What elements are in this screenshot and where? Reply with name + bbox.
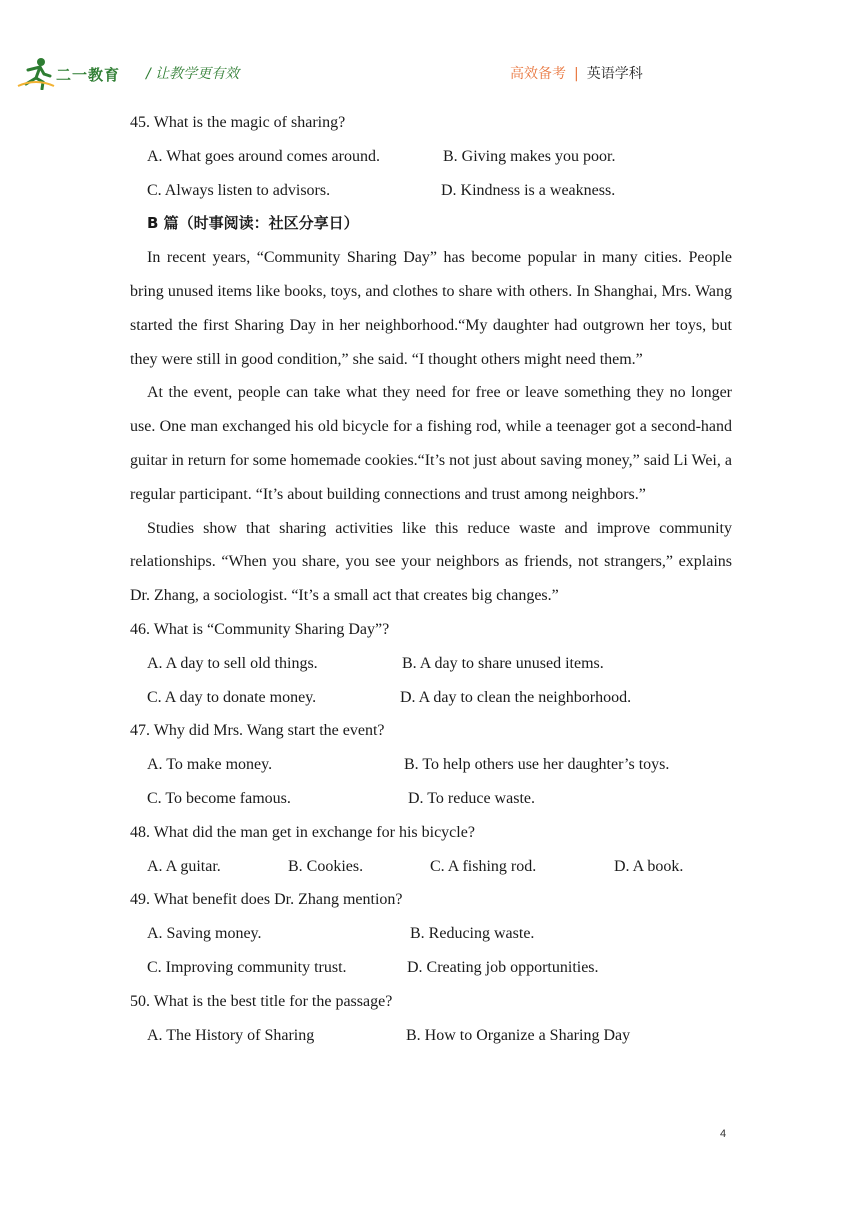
header-separator: | — [574, 66, 579, 82]
header-label: 高效备考 — [510, 66, 566, 82]
option-row — [130, 140, 732, 174]
option-a: A. A day to sell old things. — [147, 654, 318, 672]
option-row — [130, 850, 732, 884]
option-a: A. To make money. — [147, 756, 273, 774]
option-d: D. A book. — [614, 857, 684, 875]
option-c: C. To become famous. — [147, 789, 291, 807]
question-45: 45. What is the magic of sharing? — [130, 114, 346, 131]
option-b: B. How to Organize a Sharing Day — [406, 1026, 631, 1044]
option-row — [130, 174, 732, 208]
document-body — [130, 106, 732, 1052]
header-subject: 英语学科 — [586, 66, 643, 82]
page-number: 4 — [720, 1128, 727, 1140]
option-d: D. A day to clean the neighborhood. — [400, 688, 632, 706]
option-row — [130, 782, 732, 816]
passage-paragraph: At the event, people can take what they need for free or leave something they no longer use. One man exchanged his old bicycle for a fishing rod, while a teenager got a second-hand guitar in return for some homemade cookies.“It’s not just about saving money,” said Li Wei, a regular participant. “It’s about building connections and trust among neighbors.” — [130, 384, 732, 503]
option-a: A. Saving money. — [147, 925, 262, 943]
runner-logo-icon — [16, 56, 56, 90]
option-row — [130, 647, 732, 681]
option-a: A. The History of Sharing — [147, 1026, 315, 1044]
section-title: B 篇（时事阅读：社区分享日） — [147, 214, 359, 233]
option-c: C. A day to donate money. — [147, 688, 317, 706]
option-d: D. Kindness is a weakness. — [441, 181, 616, 199]
option-row — [130, 917, 732, 951]
option-c: C. Always listen to advisors. — [147, 181, 331, 199]
passage-paragraph: In recent years, “Community Sharing Day” has become popular in many cities. People bring unused items like books, toys, and clothes to share with others. In Shanghai, Mrs. Wang started the first Sharing Day in her neighborhood.“My daughter had outgrown her toys, but they were still in good condition,” she said. “I thought others might need them.” — [130, 249, 732, 368]
option-b: B. Reducing waste. — [410, 925, 535, 943]
option-d: D. To reduce waste. — [408, 789, 535, 807]
option-row — [130, 951, 732, 985]
logo-text: 二一教育 — [56, 66, 121, 84]
option-a: A. What goes around comes around. — [147, 147, 380, 165]
header-right — [510, 63, 643, 83]
question-48: 48. What did the man get in exchange for his bicycle? — [130, 823, 475, 841]
slogan: / 让教学更有效 — [146, 66, 240, 82]
question-50: 50. What is the best title for the passage? — [130, 992, 393, 1010]
page-header — [0, 0, 860, 96]
option-c: C. A fishing rod. — [430, 857, 537, 875]
option-b: B. Giving makes you poor. — [443, 147, 616, 165]
question-46: 46. What is “Community Sharing Day”? — [130, 620, 390, 638]
option-row — [130, 681, 732, 715]
option-b: B. To help others use her daughter’s toys. — [404, 756, 670, 774]
option-row — [130, 748, 732, 782]
option-b: B. Cookies. — [288, 857, 364, 875]
option-b: B. A day to share unused items. — [402, 654, 604, 672]
passage — [130, 241, 732, 613]
question-49: 49. What benefit does Dr. Zhang mention? — [130, 891, 403, 909]
option-d: D. Creating job opportunities. — [407, 958, 599, 976]
logo — [16, 56, 126, 90]
question-47: 47. Why did Mrs. Wang start the event? — [130, 722, 385, 740]
option-c: C. Improving community trust. — [147, 958, 347, 976]
passage-paragraph: Studies show that sharing activities like this reduce waste and improve community relationships. “When you share, you see your neighbors as friends, not strangers,” explains Dr. Zhang, a sociologist. “It’s a small act that creates big changes.” — [130, 519, 732, 605]
option-row — [130, 1019, 732, 1053]
option-a: A. A guitar. — [147, 857, 221, 875]
